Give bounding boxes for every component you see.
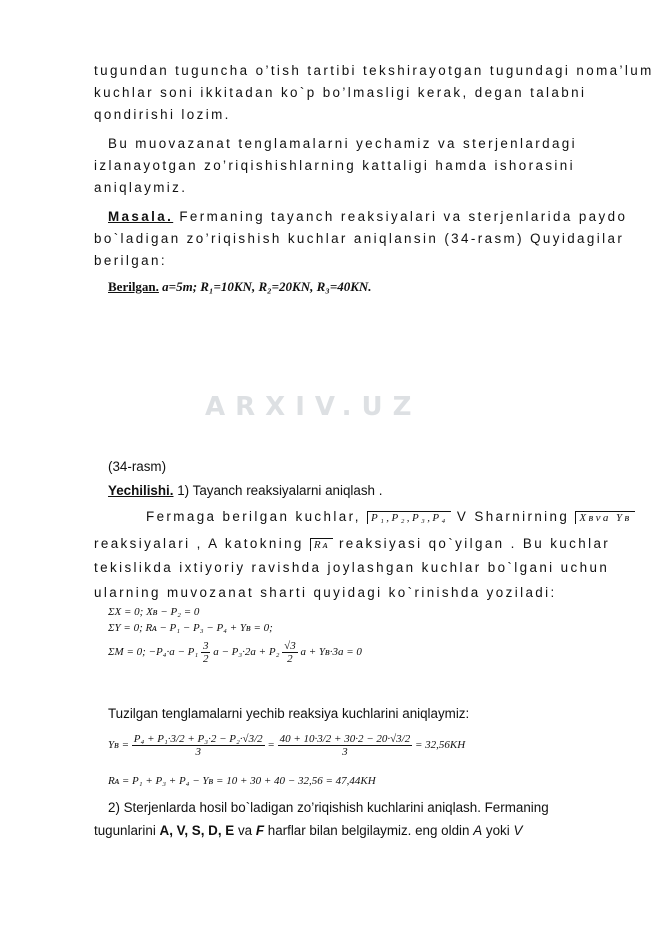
forces-vector-list: P₁,P₂,P₃,P₄ bbox=[367, 511, 451, 524]
forces-line2 bbox=[94, 536, 610, 551]
forces-line3: tekislikda ixtiyoriy ravishda joylashgan kuchlar bo`lgani uchun bbox=[94, 560, 610, 575]
yb-equation: Yʙ = $\frac{\text{P₄ + P₁·3/2 + P₃·2 − P₂·√3/2}}{3}$ = $\frac{40 + 10\cdot 3/2 + 30\cdot 2 - 20\cdot√3/2}{3}$ = 32,56KH bbox=[108, 733, 466, 758]
equation-m-part-b: a − P₃·2a + P₂ bbox=[213, 646, 280, 659]
equation-sum-m bbox=[108, 640, 362, 665]
figure-caption: (34-rasm) bbox=[108, 459, 167, 474]
ra-equation: Rᴀ = P₁ + P₃ + P₄ − Yʙ = 10 + 30 + 40 − 32,56 = 47,44KH bbox=[108, 775, 376, 787]
solution-line bbox=[108, 483, 382, 498]
node-letter-f: F bbox=[255, 823, 265, 838]
paragraph2-line3: aniqlaymiz. bbox=[94, 180, 188, 195]
forces-line4: ularning muvozanat sharti quyidagi ko`rinishda yoziladi: bbox=[94, 585, 557, 600]
equation-sum-y: ΣY = 0; Rᴀ − P₁ − P₃ − P₄ + Yʙ = 0; bbox=[108, 622, 273, 634]
forces-line1-text-a: Fermaga berilgan kuchlar, bbox=[146, 509, 361, 524]
yb-denominator-numeric: 3 bbox=[342, 746, 348, 758]
part2-text-d: yoki bbox=[485, 823, 510, 838]
forces-line1 bbox=[146, 509, 635, 524]
paragraph1-line3: qondirishi lozim. bbox=[94, 107, 231, 122]
node-letter-a: A bbox=[473, 823, 483, 838]
masala-line1 bbox=[108, 209, 627, 224]
masala-line1-text: Fermaning tayanch reaksiyalari va sterjenlarida paydo bbox=[179, 209, 628, 224]
fraction-sqrt3-over-2: $\frac{√3}{2}$ bbox=[284, 640, 296, 665]
reactions-vector: Xʙva Yʙ bbox=[575, 511, 634, 524]
given-label: Berilgan. bbox=[108, 279, 159, 294]
fraction-3-over-2: $\frac{3}{2}$ bbox=[202, 640, 209, 665]
paragraph2-line2: izlanayotgan zo’riqishishlarning kattaligi hamda ishorasini bbox=[94, 158, 576, 173]
watermark-logo: ARXIV.UZ bbox=[205, 392, 422, 422]
part2-text-a: tugunlarini bbox=[94, 823, 156, 838]
ra-vector: $\overline{Rᴀ}$ bbox=[310, 538, 333, 551]
node-letter-v: V bbox=[513, 823, 523, 838]
masala-label: Masala. bbox=[108, 209, 174, 224]
part2-text-b: va bbox=[237, 823, 253, 838]
solution-step1: 1) Tayanch reaksiyalarni aniqlash . bbox=[177, 483, 383, 498]
equation-sum-x: ΣX = 0; Xʙ − P₂ = 0 bbox=[108, 606, 200, 618]
paragraph1-line1: tugundan tugunchа o’tish tartibi tekshirayotgan tugundagi noma’lum bbox=[94, 63, 654, 78]
forces-line2-text-b: reaksiyasi qo`yilgan . Bu kuchlar bbox=[338, 536, 611, 551]
yb-denominator-symbolic: 3 bbox=[195, 746, 201, 758]
masala-line3: berilgan: bbox=[94, 253, 167, 268]
forces-line1-text-b: V Sharnirning bbox=[456, 509, 570, 524]
yb-lhs: Yʙ = bbox=[108, 739, 130, 752]
yb-value: = 32,56KH bbox=[414, 739, 466, 752]
yb-numerator-numeric: 40 + 10·3/2 + 30·2 − 20·√3/2 bbox=[279, 733, 411, 745]
yb-numerator-symbolic: P₄ + P₁·3/2 + P₃·2 − P₂·√3/2 bbox=[133, 733, 263, 745]
equation-m-part-a: ΣM = 0; −P₄·a − P₁ bbox=[108, 646, 199, 659]
masala-line2: bo`ladigan zo’riqishish kuchlar aniqlansin (34-rasm) Quyidagilar bbox=[94, 231, 625, 246]
forces-line2-text-a: reaksiyalari , A katokning bbox=[94, 536, 304, 551]
solution-label: Yechilishi. bbox=[108, 483, 174, 498]
yb-fraction-numeric bbox=[278, 733, 413, 758]
node-letters: A, V, S, D, E bbox=[159, 823, 235, 838]
part2-text-c: harflar bilan belgilaymiz. eng oldin bbox=[267, 823, 470, 838]
given-values: a=5m; R₁=10KN, R₂=20KN, R₃=40KN. bbox=[162, 279, 372, 294]
paragraph2-line1: Bu muovazanat tenglamalarni yechamiz va sterjenlardagi bbox=[108, 136, 578, 151]
part2-line1: 2) Sterjenlarda hosil bo`ladigan zo’riqishish kuchlarini aniqlash. Fermaning bbox=[108, 800, 549, 815]
yb-fraction-symbolic bbox=[132, 733, 265, 758]
given-line bbox=[108, 279, 372, 295]
paragraph1-line2: kuchlar soni ikkitadan ko`p bo’lmasligi kerak, degan talabni bbox=[94, 85, 587, 100]
equation-m-part-c: a + Yʙ·3a = 0 bbox=[300, 646, 362, 659]
tuzilgan-line: Tuzilgan tenglamalarni yechib reaksiya kuchlarini aniqlaymiz: bbox=[108, 706, 470, 721]
part2-line2 bbox=[94, 823, 522, 838]
